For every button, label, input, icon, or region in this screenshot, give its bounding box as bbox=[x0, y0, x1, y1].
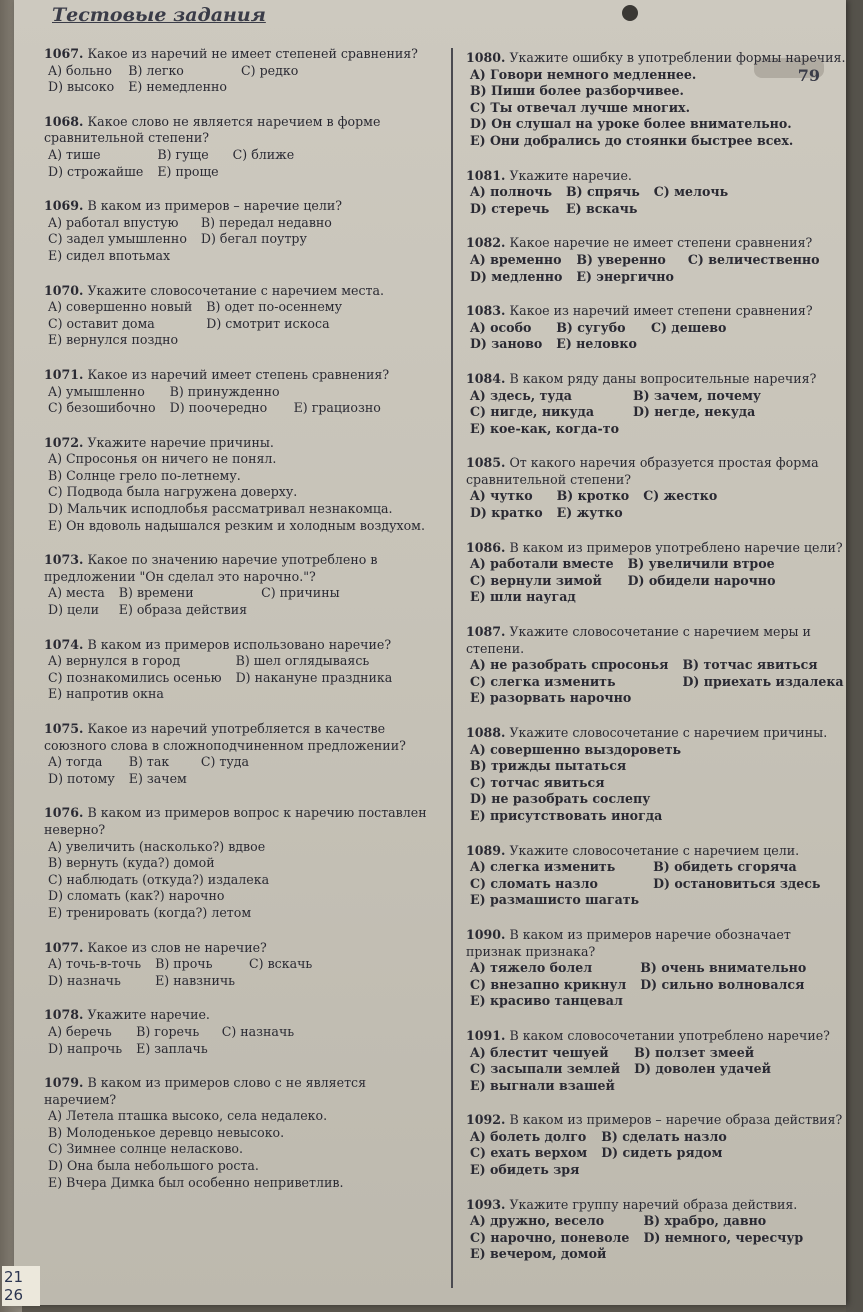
question-number: 1078. bbox=[44, 1007, 84, 1023]
question-text bbox=[466, 624, 846, 657]
question-prompt: Какое из наречий имеет степень сравнения? bbox=[87, 366, 390, 382]
answer-option: B) очень внимательно bbox=[640, 960, 807, 976]
answer-option: D) обидели нарочно bbox=[627, 572, 776, 588]
answer-option: E) проще bbox=[157, 163, 219, 179]
answer-options bbox=[466, 252, 846, 285]
page-number: 79 bbox=[797, 66, 820, 85]
answer-option: E) сидел впотьмах bbox=[48, 247, 171, 263]
question-text bbox=[44, 1007, 440, 1024]
answer-option: B) гуще bbox=[157, 146, 209, 162]
answer-option bbox=[654, 201, 728, 218]
right-column bbox=[466, 50, 846, 1281]
answer-option: D) кратко bbox=[470, 505, 543, 521]
question-text bbox=[466, 455, 846, 488]
question-text bbox=[466, 927, 846, 960]
answer-option: A) вернулся в город bbox=[48, 653, 181, 669]
answer-option: E) напротив окна bbox=[48, 686, 164, 702]
answer-option: D) накануне праздника bbox=[235, 669, 393, 685]
answer-option: D) строжайше bbox=[48, 163, 144, 179]
answer-option: B) уверенно bbox=[576, 251, 666, 267]
question-text bbox=[466, 1112, 846, 1129]
question-number: 1080. bbox=[466, 50, 506, 65]
question-item bbox=[466, 168, 846, 218]
answer-option bbox=[651, 336, 726, 353]
answer-option: D) потому bbox=[48, 770, 115, 786]
answer-option: A) работал впустую bbox=[48, 214, 179, 230]
question-item bbox=[466, 1112, 846, 1178]
question-prompt: Какое по значению наречие употреблено в предложении "Он сделал это нарочно."? bbox=[44, 552, 378, 584]
answer-option: D) поочередно bbox=[169, 400, 268, 416]
question-prompt: Укажите группу наречий образа действия. bbox=[509, 1196, 798, 1212]
question-item bbox=[44, 721, 440, 787]
question-number: 1081. bbox=[466, 167, 506, 183]
question-number: 1093. bbox=[466, 1196, 506, 1212]
question-prompt: Укажите словосочетание с наречием меры и степени. bbox=[466, 624, 811, 656]
answer-options bbox=[44, 839, 440, 922]
question-number: 1070. bbox=[44, 282, 84, 298]
answer-option: E) вскачь bbox=[566, 200, 638, 216]
question-text bbox=[466, 1197, 846, 1214]
answer-option: C) нарочно, поневоле bbox=[470, 1229, 630, 1245]
answer-option: D) стеречь bbox=[470, 200, 550, 216]
answer-option: D) назначь bbox=[48, 972, 121, 988]
answer-option: A) Говори немного медленнее. bbox=[470, 66, 697, 82]
question-item bbox=[44, 552, 440, 618]
question-item bbox=[466, 50, 846, 150]
question-item bbox=[466, 540, 846, 606]
answer-option: A) не разобрать спросонья bbox=[470, 657, 669, 673]
answer-option: A) слегка изменить bbox=[470, 859, 616, 875]
question-text bbox=[44, 1075, 440, 1108]
answer-option: C) нигде, никуда bbox=[470, 404, 595, 420]
question-prompt: От какого наречия образуется простая форма сравнительной степени? bbox=[466, 455, 819, 487]
answer-option: B) Молоденькое деревцо невысоко. bbox=[48, 1124, 285, 1140]
answer-option: D) цели bbox=[48, 602, 99, 618]
answer-options bbox=[44, 384, 440, 417]
question-text bbox=[466, 50, 846, 67]
question-item bbox=[44, 940, 440, 990]
question-number: 1085. bbox=[466, 455, 506, 471]
answer-option: D) Он слушал на уроке более внимательно. bbox=[470, 116, 792, 132]
answer-option: A) блестит чешуей bbox=[470, 1044, 609, 1060]
question-prompt: В каком из примеров наречие обозначает признак признака? bbox=[466, 926, 791, 959]
answer-option: B) спрячь bbox=[566, 184, 640, 200]
answer-option: A) особо bbox=[470, 319, 532, 335]
question-item bbox=[466, 1197, 846, 1263]
answer-option: C) безошибочно bbox=[48, 400, 156, 416]
question-prompt: В каком из примеров – наречие образа действия? bbox=[509, 1112, 843, 1128]
answer-option: C) засыпали землей bbox=[470, 1061, 621, 1077]
answer-options bbox=[466, 1045, 846, 1095]
answer-option: C) ближе bbox=[232, 146, 295, 162]
answer-option: B) сугубо bbox=[556, 319, 626, 335]
question-number: 1088. bbox=[466, 725, 506, 740]
question-number: 1090. bbox=[466, 926, 506, 942]
answer-option: A) совершенно выздороветь bbox=[470, 741, 682, 757]
answer-option: C) назначь bbox=[221, 1023, 295, 1039]
question-text bbox=[44, 805, 440, 838]
answer-option: C) дешево bbox=[650, 319, 727, 335]
answer-options bbox=[44, 585, 440, 618]
answer-option: D) немного, чересчур bbox=[643, 1229, 804, 1245]
answer-option bbox=[294, 384, 381, 401]
handwritten-number-1: 21 bbox=[4, 1268, 24, 1286]
answer-options bbox=[466, 556, 846, 606]
answer-option: E) тренировать (когда?) летом bbox=[48, 904, 252, 920]
answer-option: E) Они добрались до стоянки быстрее всех. bbox=[470, 132, 794, 148]
answer-option: E) жутко bbox=[556, 505, 623, 521]
question-text bbox=[466, 168, 846, 185]
answer-option: E) размашисто шагать bbox=[470, 892, 640, 908]
answer-option: D) остановиться здесь bbox=[653, 875, 821, 891]
answer-option: A) больно bbox=[48, 62, 113, 78]
question-prompt: Какое из наречий не имеет степеней сравнения? bbox=[87, 46, 418, 61]
question-prompt: Укажите словосочетание с наречием причины. bbox=[509, 725, 828, 740]
answer-option: A) Спросонья он ничего не понял. bbox=[48, 451, 277, 467]
answer-option: A) места bbox=[48, 585, 105, 601]
question-item bbox=[44, 367, 440, 417]
question-number: 1069. bbox=[44, 198, 84, 214]
question-number: 1074. bbox=[44, 636, 84, 652]
question-item bbox=[466, 235, 846, 285]
question-item bbox=[44, 435, 440, 535]
question-prompt: Укажите наречие. bbox=[87, 1007, 210, 1023]
answer-option: B) ползет змеей bbox=[634, 1044, 755, 1060]
question-prompt: Какое наречие не имеет степени сравнения? bbox=[509, 235, 813, 251]
answer-option: C) ехать верхом bbox=[470, 1145, 588, 1161]
question-text bbox=[466, 303, 846, 320]
question-item bbox=[466, 371, 846, 437]
question-number: 1077. bbox=[44, 939, 84, 955]
question-item bbox=[466, 624, 846, 707]
answer-option: E) вернулся поздно bbox=[48, 332, 179, 348]
answer-option bbox=[688, 269, 820, 286]
answer-option: A) работали вместе bbox=[470, 556, 614, 572]
answer-option: C) тотчас явиться bbox=[470, 774, 605, 790]
question-item bbox=[44, 1075, 440, 1191]
answer-option: B) увеличили втрое bbox=[627, 556, 775, 572]
answer-option: B) сделать назло bbox=[601, 1128, 727, 1144]
textbook-page bbox=[14, 0, 846, 1305]
answer-option: E) кое-как, когда-то bbox=[470, 420, 619, 436]
answer-option: A) точь-в-точь bbox=[48, 956, 142, 972]
question-text bbox=[466, 371, 846, 388]
question-item bbox=[44, 283, 440, 349]
question-prompt: Укажите наречие. bbox=[509, 167, 632, 183]
answer-options bbox=[466, 488, 846, 521]
answer-option: B) одет по-осеннему bbox=[206, 299, 342, 315]
question-number: 1092. bbox=[466, 1112, 506, 1128]
answer-option: C) задел умышленно bbox=[48, 231, 187, 247]
answer-option: D) бегал поутру bbox=[200, 231, 307, 247]
answer-option: D) приехать издалека bbox=[682, 673, 844, 689]
answer-option: B) так bbox=[128, 754, 170, 770]
answer-option: C) вскачь bbox=[249, 956, 313, 972]
handwritten-number-2: 26 bbox=[4, 1286, 24, 1304]
question-prompt: Какое из наречий имеет степени сравнения? bbox=[509, 303, 813, 319]
answer-option: A) тогда bbox=[48, 754, 103, 770]
question-number: 1067. bbox=[44, 46, 84, 61]
question-number: 1091. bbox=[466, 1027, 506, 1043]
answer-option: A) чутко bbox=[470, 488, 533, 504]
question-text bbox=[44, 552, 440, 585]
answer-options bbox=[44, 147, 440, 180]
answer-option: A) дружно, весело bbox=[470, 1213, 605, 1229]
question-number: 1084. bbox=[466, 370, 506, 386]
answer-option: E) зачем bbox=[128, 770, 187, 786]
question-text bbox=[466, 725, 846, 742]
answer-option: D) высоко bbox=[48, 79, 115, 95]
question-item bbox=[466, 455, 846, 521]
answer-option: E) грациозно bbox=[293, 400, 381, 416]
question-text bbox=[466, 843, 846, 860]
answer-option: E) вечером, домой bbox=[470, 1246, 607, 1262]
question-number: 1087. bbox=[466, 624, 506, 640]
question-text bbox=[44, 435, 440, 452]
answer-options bbox=[44, 1024, 440, 1057]
answer-option: B) храбро, давно bbox=[643, 1213, 767, 1229]
question-prompt: Укажите словосочетание с наречием цели. bbox=[509, 842, 800, 858]
answer-options bbox=[466, 67, 846, 150]
question-prompt: В каком из примеров вопрос к наречию поставлен неверно? bbox=[44, 805, 427, 837]
answer-options bbox=[44, 215, 440, 265]
question-item bbox=[44, 805, 440, 921]
answer-options bbox=[466, 1213, 846, 1263]
answer-option: B) вернуть (куда?) домой bbox=[48, 855, 215, 871]
question-item bbox=[44, 114, 440, 180]
answer-option: C) сломать назло bbox=[470, 875, 598, 891]
answer-option: C) туда bbox=[200, 754, 250, 770]
answer-option: D) Мальчик исподлобья рассматривал незнакомца. bbox=[48, 501, 393, 517]
question-prompt: В каком словосочетании употреблено наречие? bbox=[509, 1027, 830, 1043]
question-text bbox=[44, 367, 440, 384]
answer-option: A) полночь bbox=[470, 184, 552, 200]
answer-option: E) навзничь bbox=[155, 972, 236, 988]
answer-option: A) умышленно bbox=[48, 383, 145, 399]
answer-option: C) Зимнее солнце неласково. bbox=[48, 1141, 244, 1157]
answer-option: B) Солнце грело по-летнему. bbox=[48, 467, 241, 483]
question-text bbox=[466, 235, 846, 252]
question-text bbox=[44, 198, 440, 215]
answer-option: D) доволен удачей bbox=[634, 1061, 771, 1077]
answer-option: B) трижды пытаться bbox=[470, 758, 627, 774]
page-right-margin bbox=[846, 0, 863, 1312]
question-prompt: Какое из наречий употребляется в качестве союзного слова в сложноподчиненном предложении? bbox=[44, 721, 406, 753]
question-prompt: В каком из примеров – наречие цели? bbox=[87, 198, 343, 214]
answer-option: E) красиво танцевал bbox=[470, 993, 623, 1009]
answer-option: D) напрочь bbox=[48, 1040, 123, 1056]
answer-option: B) передал недавно bbox=[200, 214, 332, 230]
column-divider bbox=[451, 48, 453, 1288]
question-item bbox=[44, 198, 440, 264]
question-number: 1089. bbox=[466, 842, 506, 858]
answer-option: D) заново bbox=[470, 336, 543, 352]
question-prompt: В каком из примеров использовано наречие? bbox=[87, 636, 392, 652]
answer-option: C) редко bbox=[241, 62, 299, 78]
answer-option: A) тише bbox=[48, 146, 101, 162]
question-number: 1071. bbox=[44, 366, 84, 382]
question-item bbox=[466, 927, 846, 1010]
answer-option: C) жестко bbox=[643, 488, 718, 504]
answer-option: B) Пиши более разборчивее. bbox=[470, 83, 684, 99]
question-item bbox=[44, 1007, 440, 1057]
answer-options bbox=[466, 388, 846, 438]
question-prompt: Укажите наречие причины. bbox=[87, 434, 274, 450]
answer-option: B) зачем, почему bbox=[633, 387, 761, 403]
answer-option: D) Она была небольшого роста. bbox=[48, 1158, 259, 1174]
question-item bbox=[44, 46, 440, 96]
answer-option: B) легко bbox=[128, 62, 184, 78]
answer-option: E) шли наугад bbox=[470, 589, 576, 605]
answer-option: A) тяжело болел bbox=[470, 960, 593, 976]
question-prompt: В каком из примеров употреблено наречие цели? bbox=[509, 539, 843, 555]
question-prompt: В каком из примеров слово с не является наречием? bbox=[44, 1075, 367, 1107]
question-text bbox=[44, 283, 440, 300]
answer-option: E) Он вдоволь надышался резким и холодным воздухом. bbox=[48, 517, 425, 533]
answer-options bbox=[466, 184, 846, 217]
answer-options bbox=[44, 63, 440, 96]
answer-options bbox=[44, 754, 440, 787]
answer-option: B) тотчас явиться bbox=[682, 657, 818, 673]
question-item bbox=[466, 1028, 846, 1094]
answer-option: E) образа действия bbox=[118, 602, 248, 618]
answer-option: E) энергично bbox=[576, 268, 674, 284]
question-item bbox=[466, 725, 846, 825]
answer-options bbox=[44, 1108, 440, 1191]
question-prompt: Укажите словосочетание с наречием места. bbox=[87, 282, 384, 298]
question-number: 1072. bbox=[44, 434, 84, 450]
question-item bbox=[44, 637, 440, 703]
question-text bbox=[466, 540, 846, 557]
answer-option: A) временно bbox=[470, 251, 562, 267]
answer-options bbox=[44, 653, 440, 703]
binding-hole bbox=[622, 5, 638, 21]
answer-options bbox=[44, 956, 440, 989]
answer-option: C) Подвода была нагружена доверху. bbox=[48, 484, 298, 500]
answer-option: A) беречь bbox=[48, 1023, 112, 1039]
answer-option: C) Ты отвечал лучше многих. bbox=[470, 99, 690, 115]
answer-option: C) познакомились осенью bbox=[48, 669, 222, 685]
handwritten-note bbox=[2, 1266, 40, 1306]
question-text bbox=[44, 46, 440, 63]
answer-option: C) слегка изменить bbox=[470, 673, 616, 689]
answer-option: A) Летела пташка высоко, села недалеко. bbox=[48, 1108, 328, 1124]
question-number: 1068. bbox=[44, 113, 84, 129]
question-item bbox=[466, 843, 846, 909]
question-number: 1086. bbox=[466, 539, 506, 555]
question-number: 1079. bbox=[44, 1075, 84, 1091]
answer-option: C) мелочь bbox=[653, 184, 729, 200]
answer-option: C) вернули зимой bbox=[470, 572, 602, 588]
question-number: 1073. bbox=[44, 552, 84, 568]
answer-option: B) шел оглядываясь bbox=[235, 653, 370, 669]
answer-option: A) здесь, туда bbox=[470, 387, 572, 403]
answer-options bbox=[466, 320, 846, 353]
answer-option: D) медленно bbox=[470, 268, 563, 284]
answer-options bbox=[466, 657, 846, 707]
answer-option: E) заплачь bbox=[136, 1040, 208, 1056]
answer-option: D) не разобрать сослепу bbox=[470, 791, 651, 807]
answer-option: D) сильно волновался bbox=[640, 976, 805, 992]
question-prompt: Какое из слов не наречие? bbox=[87, 939, 267, 955]
answer-option: A) болеть долго bbox=[470, 1128, 587, 1144]
answer-option: B) кротко bbox=[556, 488, 630, 504]
answer-option: A) совершенно новый bbox=[48, 299, 193, 315]
answer-options bbox=[466, 960, 846, 1010]
answer-option: E) обидеть зря bbox=[470, 1162, 580, 1178]
question-text bbox=[44, 114, 440, 147]
answer-option: D) смотрит искоса bbox=[206, 315, 330, 331]
answer-option: D) негде, некуда bbox=[633, 404, 756, 420]
answer-options bbox=[466, 859, 846, 909]
question-text bbox=[44, 721, 440, 754]
page-header: Тестовые задания bbox=[52, 4, 266, 26]
question-text bbox=[44, 637, 440, 654]
answer-options bbox=[466, 742, 846, 825]
answer-option: B) времени bbox=[118, 585, 194, 601]
answer-option: A) увеличить (насколько?) вдвое bbox=[48, 838, 266, 854]
answer-option: E) немедленно bbox=[128, 79, 228, 95]
answer-option: B) принужденно bbox=[169, 383, 280, 399]
answer-option: E) неловко bbox=[556, 336, 637, 352]
answer-option: E) выгнали взашей bbox=[470, 1077, 615, 1093]
answer-option: B) прочь bbox=[155, 956, 213, 972]
answer-option: C) причины bbox=[261, 585, 340, 601]
answer-option: E) присутствовать иногда bbox=[470, 807, 663, 823]
question-number: 1075. bbox=[44, 721, 84, 736]
question-number: 1083. bbox=[466, 303, 506, 319]
question-number: 1082. bbox=[466, 235, 506, 251]
answer-options bbox=[466, 1129, 846, 1179]
answer-option: C) внезапно крикнул bbox=[470, 976, 627, 992]
answer-option: B) горечь bbox=[136, 1023, 200, 1039]
answer-option: C) наблюдать (откуда?) издалека bbox=[48, 871, 270, 887]
answer-option: C) оставит дома bbox=[48, 315, 155, 331]
answer-option: E) разорвать нарочно bbox=[470, 690, 632, 706]
answer-option bbox=[643, 505, 717, 522]
answer-option: D) сидеть рядом bbox=[601, 1145, 723, 1161]
answer-options bbox=[44, 299, 440, 349]
answer-option: D) сломать (как?) нарочно bbox=[48, 888, 225, 904]
answer-options bbox=[44, 451, 440, 534]
question-number: 1076. bbox=[44, 805, 84, 821]
question-prompt: Укажите ошибку в употреблении формы наречия. bbox=[509, 50, 846, 65]
answer-option: C) величественно bbox=[687, 251, 820, 267]
answer-option: E) Вчера Димка был особенно неприветлив. bbox=[48, 1174, 344, 1190]
question-text bbox=[466, 1028, 846, 1045]
question-prompt: В каком ряду даны вопросительные наречия? bbox=[509, 370, 817, 386]
question-item bbox=[466, 303, 846, 353]
left-column bbox=[44, 46, 440, 1209]
question-prompt: Какое слово не является наречием в форме сравнительной степени? bbox=[44, 113, 381, 146]
question-text bbox=[44, 940, 440, 957]
answer-option: B) обидеть сгоряча bbox=[653, 859, 797, 875]
